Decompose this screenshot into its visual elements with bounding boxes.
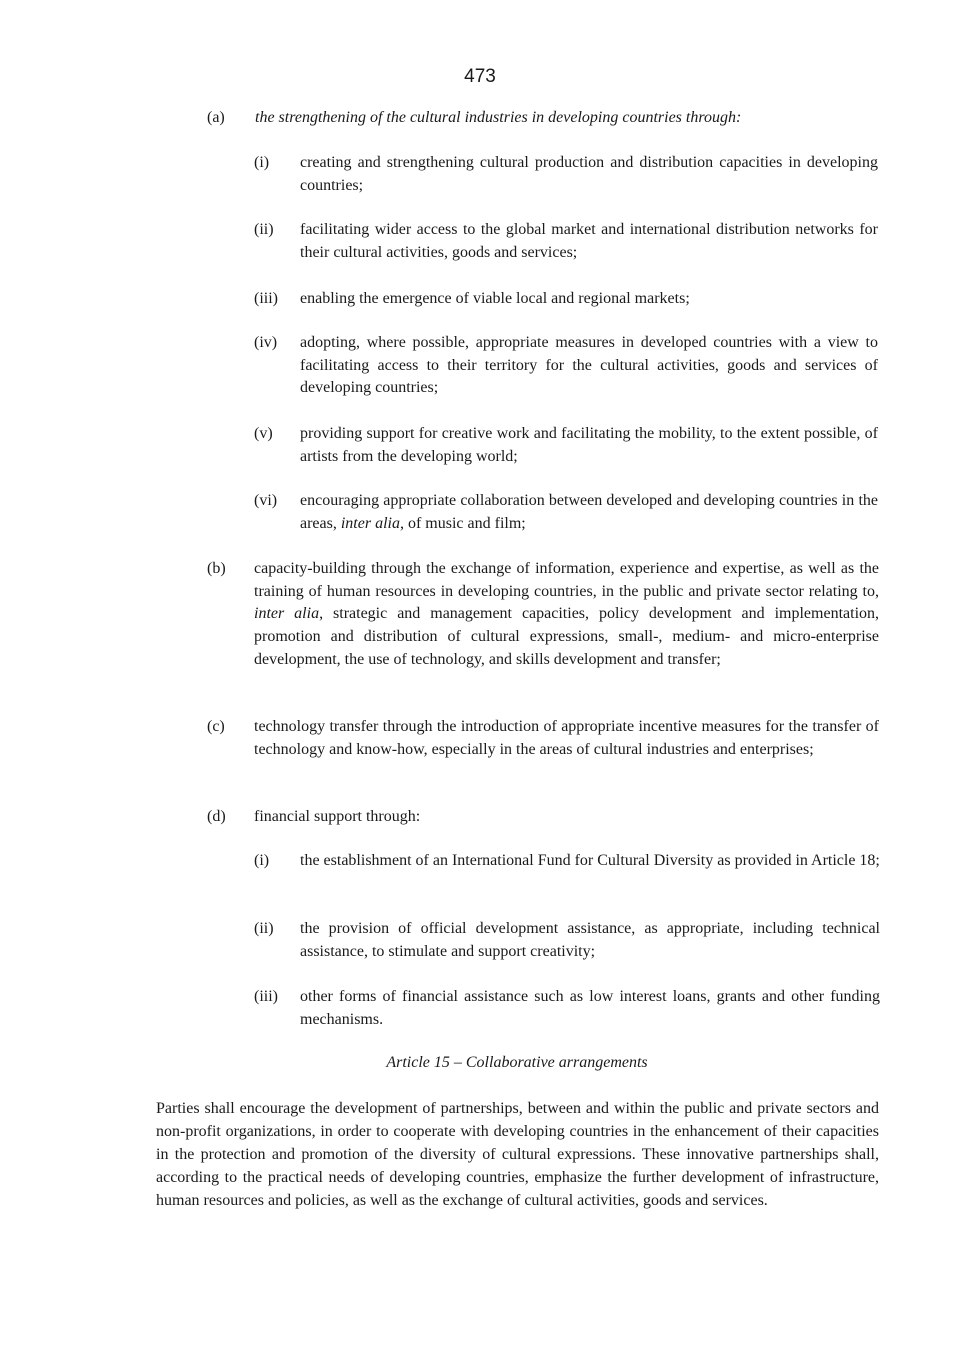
- italic-term: inter alia: [340, 514, 400, 532]
- item-text: adopting, where possible, appropriate measures in developed countries with a view to facilitating access to their territory for the cultural activities, goods and services of developing countries;: [300, 334, 878, 397]
- article-paragraph: Parties shall encourage the development of partnerships, between and within the public and private sectors and non-profit organizations, in order to cooperate with developing countries in the enhancement of their capacities in the protection and promotion of the diversity of cultural expressions. These innovative partnerships shall, according to the practical needs of developing countries, emphasize the further development of infrastructure, human resources and policies, as well as the exchange of cultural activities, goods and services.: [156, 1100, 879, 1209]
- item-label: (iv): [254, 334, 278, 351]
- item-text: encouraging appropriate collaboration between developed and developing countries in the areas, inter alia, of music and film;: [300, 492, 878, 532]
- item-label: (c): [207, 718, 225, 735]
- item-text: other forms of financial assistance such as low interest loans, grants and other funding mechanisms.: [300, 988, 880, 1028]
- item-label: (a): [207, 109, 225, 126]
- item-text: facilitating wider access to the global market and international distribution networks for their cultural activities, goods and services;: [300, 221, 878, 261]
- item-label: (ii): [254, 221, 274, 238]
- item-label: (i): [254, 852, 270, 869]
- item-text: the establishment of an International Fund for Cultural Diversity as provided in Article 18;: [300, 852, 880, 869]
- page-number: 473: [464, 66, 496, 87]
- item-text: financial support through:: [254, 808, 421, 825]
- item-text: enabling the emergence of viable local and regional markets;: [300, 290, 690, 307]
- item-label: (iii): [254, 988, 278, 1005]
- item-text: creating and strengthening cultural production and distribution capacities in developing countries;: [300, 154, 878, 194]
- item-text: capacity-building through the exchange of information, experience and expertise, as well as the training of human resources in developing countries, in the public and private sector relating to, inter alia, strategic and management capacities, policy development and implementation, promotion and distribution of cultural expressions, small-, medium- and micro-enterprise development, the use of technology, and skills development and transfer;: [254, 560, 880, 668]
- item-label: (ii): [254, 920, 274, 937]
- item-text: the strengthening of the cultural industries in developing countries through:: [255, 109, 742, 126]
- item-text: the provision of official development assistance, as appropriate, including technical assistance, to stimulate and support creativity;: [300, 920, 880, 960]
- item-label: (v): [254, 425, 273, 442]
- article-heading: Article 15 – Collaborative arrangements: [386, 1054, 648, 1071]
- item-label: (iii): [254, 290, 278, 307]
- item-text: technology transfer through the introduction of appropriate incentive measures for the transfer of technology and know-how, especially in the areas of cultural industries and enterprises;: [254, 718, 879, 758]
- item-label: (vi): [254, 492, 278, 509]
- item-text: providing support for creative work and facilitating the mobility, to the extent possible, of artists from the developing world;: [300, 425, 878, 465]
- item-label: (d): [207, 808, 226, 825]
- item-label: (b): [207, 560, 226, 577]
- italic-term: inter alia: [254, 605, 320, 623]
- item-label: (i): [254, 154, 270, 171]
